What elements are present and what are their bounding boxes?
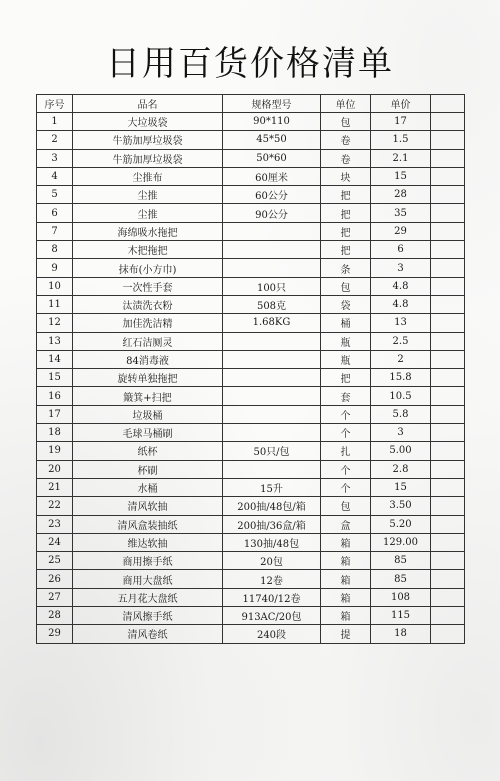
cell-seq: 11 (37, 295, 73, 313)
cell-spec (223, 241, 321, 259)
table-row (37, 460, 465, 478)
cell-seq: 18 (37, 424, 73, 442)
cell-blank (431, 552, 465, 570)
cell-price: 3.50 (371, 497, 431, 515)
cell-seq: 28 (37, 607, 73, 625)
cell-name: 清风擦手纸 (73, 607, 223, 625)
cell-unit: 箱 (321, 533, 371, 551)
cell-blank (431, 167, 465, 185)
cell-unit: 包 (321, 497, 371, 515)
cell-unit: 扎 (321, 442, 371, 460)
cell-seq: 9 (37, 259, 73, 277)
table-row (37, 149, 465, 167)
table-row (37, 332, 465, 350)
cell-spec: 60厘米 (223, 167, 321, 185)
cell-price: 15 (371, 478, 431, 496)
cell-spec: 100只 (223, 277, 321, 295)
cell-name: 杯刷 (73, 460, 223, 478)
cell-unit: 箱 (321, 588, 371, 606)
header-unit: 单位 (321, 95, 371, 113)
cell-spec (223, 460, 321, 478)
table-row (37, 442, 465, 460)
cell-price: 18 (371, 625, 431, 643)
cell-spec: 45*50 (223, 131, 321, 149)
cell-seq: 20 (37, 460, 73, 478)
cell-unit: 卷 (321, 149, 371, 167)
header-name: 品名 (73, 95, 223, 113)
header-seq: 序号 (37, 95, 73, 113)
cell-unit: 个 (321, 460, 371, 478)
cell-unit: 把 (321, 222, 371, 240)
cell-spec: 200抽/48包/箱 (223, 497, 321, 515)
cell-spec (223, 222, 321, 240)
cell-price: 3 (371, 424, 431, 442)
table-row (37, 405, 465, 423)
cell-unit: 把 (321, 204, 371, 222)
cell-blank (431, 387, 465, 405)
cell-seq: 25 (37, 552, 73, 570)
cell-spec: 11740/12卷 (223, 588, 321, 606)
cell-seq: 22 (37, 497, 73, 515)
cell-seq: 13 (37, 332, 73, 350)
cell-price: 5.8 (371, 405, 431, 423)
cell-price: 5.00 (371, 442, 431, 460)
cell-unit: 包 (321, 277, 371, 295)
cell-seq: 3 (37, 149, 73, 167)
cell-spec: 240段 (223, 625, 321, 643)
cell-price: 2.8 (371, 460, 431, 478)
table-header-row (37, 95, 465, 113)
cell-name: 垃圾桶 (73, 405, 223, 423)
cell-spec: 50*60 (223, 149, 321, 167)
cell-price: 35 (371, 204, 431, 222)
cell-price: 15.8 (371, 369, 431, 387)
cell-blank (431, 149, 465, 167)
cell-seq: 4 (37, 167, 73, 185)
cell-unit: 块 (321, 167, 371, 185)
cell-blank (431, 259, 465, 277)
cell-seq: 27 (37, 588, 73, 606)
cell-blank (431, 295, 465, 313)
cell-blank (431, 588, 465, 606)
cell-blank (431, 350, 465, 368)
cell-unit: 瓶 (321, 350, 371, 368)
cell-name: 清风盒装抽纸 (73, 515, 223, 533)
cell-name: 抹布(小方巾) (73, 259, 223, 277)
cell-name: 84消毒液 (73, 350, 223, 368)
cell-unit: 个 (321, 424, 371, 442)
cell-blank (431, 478, 465, 496)
cell-spec (223, 259, 321, 277)
cell-seq: 19 (37, 442, 73, 460)
cell-unit: 瓶 (321, 332, 371, 350)
cell-price: 115 (371, 607, 431, 625)
cell-price: 13 (371, 314, 431, 332)
table-row (37, 533, 465, 551)
cell-unit: 卷 (321, 131, 371, 149)
cell-name: 加佳洗洁精 (73, 314, 223, 332)
cell-spec (223, 350, 321, 368)
page-title: 日用百货价格清单 (106, 44, 394, 84)
cell-blank (431, 424, 465, 442)
table-row (37, 625, 465, 643)
table-row (37, 607, 465, 625)
table-row (37, 350, 465, 368)
table-row (37, 478, 465, 496)
cell-price: 10.5 (371, 387, 431, 405)
cell-seq: 26 (37, 570, 73, 588)
cell-price: 28 (371, 186, 431, 204)
cell-spec: 20包 (223, 552, 321, 570)
cell-price: 6 (371, 241, 431, 259)
cell-spec (223, 424, 321, 442)
cell-seq: 2 (37, 131, 73, 149)
cell-name: 海绵吸水拖把 (73, 222, 223, 240)
cell-spec: 12卷 (223, 570, 321, 588)
cell-name: 清风软抽 (73, 497, 223, 515)
cell-unit: 箱 (321, 570, 371, 588)
cell-blank (431, 222, 465, 240)
cell-spec: 200抽/36盒/箱 (223, 515, 321, 533)
cell-seq: 12 (37, 314, 73, 332)
cell-name: 纸杯 (73, 442, 223, 460)
cell-name: 木把拖把 (73, 241, 223, 259)
cell-blank (431, 204, 465, 222)
cell-blank (431, 277, 465, 295)
header-blank (431, 95, 465, 113)
cell-name: 红石洁厕灵 (73, 332, 223, 350)
cell-seq: 17 (37, 405, 73, 423)
cell-seq: 6 (37, 204, 73, 222)
cell-name: 尘推 (73, 186, 223, 204)
table-row (37, 369, 465, 387)
cell-seq: 16 (37, 387, 73, 405)
cell-name: 五月花大盘纸 (73, 588, 223, 606)
cell-spec: 913AC/20包 (223, 607, 321, 625)
cell-unit: 箱 (321, 607, 371, 625)
cell-spec: 90公分 (223, 204, 321, 222)
cell-blank (431, 186, 465, 204)
cell-spec: 50只/包 (223, 442, 321, 460)
cell-unit: 把 (321, 369, 371, 387)
table-row (37, 295, 465, 313)
table-row (37, 570, 465, 588)
cell-spec (223, 369, 321, 387)
cell-name: 商用擦手纸 (73, 552, 223, 570)
cell-seq: 8 (37, 241, 73, 259)
cell-unit: 提 (321, 625, 371, 643)
table-row (37, 222, 465, 240)
cell-unit: 盒 (321, 515, 371, 533)
cell-price: 85 (371, 552, 431, 570)
cell-name: 水桶 (73, 478, 223, 496)
table-row (37, 387, 465, 405)
cell-blank (431, 570, 465, 588)
cell-blank (431, 314, 465, 332)
cell-name: 一次性手套 (73, 277, 223, 295)
cell-name: 尘推布 (73, 167, 223, 185)
cell-seq: 14 (37, 350, 73, 368)
cell-blank (431, 332, 465, 350)
cell-seq: 23 (37, 515, 73, 533)
cell-unit: 个 (321, 478, 371, 496)
table-row (37, 113, 465, 131)
table-row (37, 277, 465, 295)
cell-spec (223, 405, 321, 423)
cell-unit: 箱 (321, 552, 371, 570)
cell-blank (431, 131, 465, 149)
cell-price: 4.8 (371, 295, 431, 313)
table-row (37, 186, 465, 204)
cell-spec (223, 332, 321, 350)
cell-blank (431, 460, 465, 478)
cell-price: 2 (371, 350, 431, 368)
cell-name: 簸箕+扫把 (73, 387, 223, 405)
cell-seq: 10 (37, 277, 73, 295)
table-row (37, 588, 465, 606)
cell-blank (431, 113, 465, 131)
cell-price: 2.5 (371, 332, 431, 350)
cell-seq: 5 (37, 186, 73, 204)
cell-spec: 1.68KG (223, 314, 321, 332)
cell-price: 129.00 (371, 533, 431, 551)
cell-blank (431, 241, 465, 259)
cell-blank (431, 607, 465, 625)
cell-price: 108 (371, 588, 431, 606)
cell-blank (431, 533, 465, 551)
price-table (36, 94, 465, 644)
cell-price: 15 (371, 167, 431, 185)
cell-seq: 15 (37, 369, 73, 387)
cell-unit: 把 (321, 241, 371, 259)
cell-name: 汰渍洗衣粉 (73, 295, 223, 313)
cell-blank (431, 442, 465, 460)
table-row (37, 204, 465, 222)
cell-name: 牛筋加厚垃圾袋 (73, 149, 223, 167)
cell-blank (431, 497, 465, 515)
cell-name: 商用大盘纸 (73, 570, 223, 588)
cell-seq: 7 (37, 222, 73, 240)
table-row (37, 515, 465, 533)
cell-price: 2.1 (371, 149, 431, 167)
cell-name: 清风卷纸 (73, 625, 223, 643)
cell-unit: 套 (321, 387, 371, 405)
cell-unit: 把 (321, 186, 371, 204)
cell-seq: 21 (37, 478, 73, 496)
cell-name: 旋转单独拖把 (73, 369, 223, 387)
cell-name: 尘推 (73, 204, 223, 222)
cell-price: 4.8 (371, 277, 431, 295)
cell-unit: 袋 (321, 295, 371, 313)
cell-name: 大垃圾袋 (73, 113, 223, 131)
header-spec: 规格型号 (223, 95, 321, 113)
table-row (37, 314, 465, 332)
cell-seq: 1 (37, 113, 73, 131)
cell-price: 29 (371, 222, 431, 240)
cell-name: 维达软抽 (73, 533, 223, 551)
table-row (37, 497, 465, 515)
cell-price: 85 (371, 570, 431, 588)
cell-spec (223, 387, 321, 405)
table-row (37, 552, 465, 570)
table-row (37, 241, 465, 259)
cell-unit: 个 (321, 405, 371, 423)
table-row (37, 167, 465, 185)
cell-spec: 60公分 (223, 186, 321, 204)
cell-blank (431, 515, 465, 533)
cell-unit: 包 (321, 113, 371, 131)
cell-blank (431, 625, 465, 643)
table-row (37, 259, 465, 277)
table-row (37, 424, 465, 442)
cell-spec: 15升 (223, 478, 321, 496)
cell-name: 毛球马桶刷 (73, 424, 223, 442)
header-price: 单价 (371, 95, 431, 113)
cell-blank (431, 369, 465, 387)
cell-price: 17 (371, 113, 431, 131)
cell-spec: 90*110 (223, 113, 321, 131)
cell-spec: 508克 (223, 295, 321, 313)
cell-blank (431, 405, 465, 423)
cell-unit: 桶 (321, 314, 371, 332)
cell-price: 5.20 (371, 515, 431, 533)
cell-unit: 条 (321, 259, 371, 277)
cell-price: 3 (371, 259, 431, 277)
cell-name: 牛筋加厚垃圾袋 (73, 131, 223, 149)
cell-seq: 24 (37, 533, 73, 551)
cell-spec: 130抽/48包 (223, 533, 321, 551)
cell-price: 1.5 (371, 131, 431, 149)
cell-seq: 29 (37, 625, 73, 643)
table-row (37, 131, 465, 149)
